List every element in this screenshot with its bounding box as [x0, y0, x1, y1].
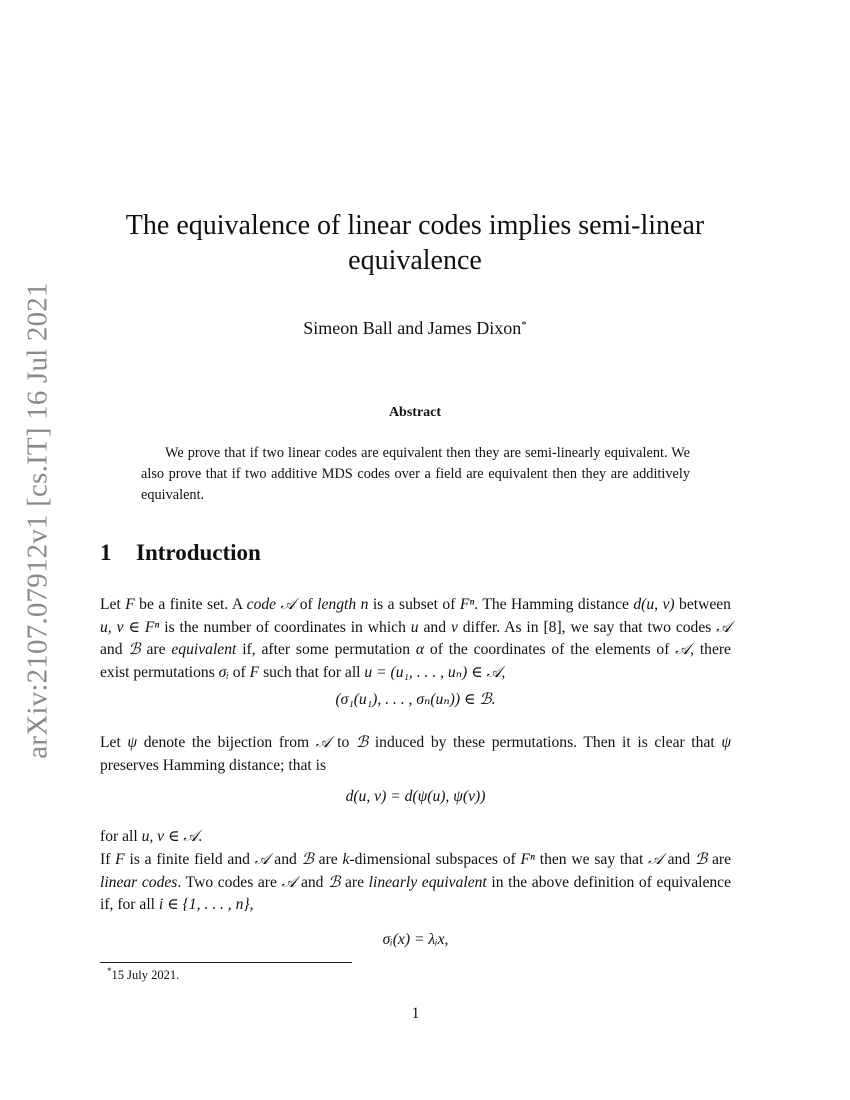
text-run: is the number of coordinates in which: [159, 618, 411, 636]
paragraph-bijection: [100, 732, 731, 777]
math-symbol: 𝒜: [280, 596, 296, 613]
math-expression: d(u, v): [633, 596, 675, 613]
math-expression: u = (u₁, . . . , uₙ) ∈ 𝒜: [364, 663, 502, 681]
math-symbol: u: [410, 618, 419, 636]
text-run: are: [313, 851, 343, 868]
math-symbol: F: [249, 663, 260, 681]
abstract-text: We prove that if two linear codes are equivalent then they are semi-linearly equivalent. We also prove that if two additive MDS codes over a field are equivalent then they are additively equivalent.: [141, 445, 690, 503]
text-run: and: [296, 873, 329, 891]
arxiv-side-stamp: [14, 281, 62, 759]
math-symbol: n: [360, 596, 369, 613]
section-heading: [100, 540, 261, 566]
text-run: if, after some permutation: [236, 641, 416, 658]
text-run: Let: [100, 596, 126, 613]
text-run: preserves Hamming distance; that is: [100, 756, 327, 774]
math-symbol: ψ: [721, 734, 732, 751]
math-symbol: ℬ: [355, 734, 369, 751]
text-run: of: [295, 596, 318, 613]
emphasized-term: equivalent: [171, 641, 237, 658]
paper-title: The equivalence of linear codes implies semi-linear equivalence: [125, 210, 705, 276]
emphasized-term: linearly equivalent: [368, 873, 487, 891]
math-symbol: ℬ: [301, 851, 314, 868]
paper-authors: [100, 313, 730, 340]
section-number: 1: [100, 540, 112, 565]
text-run: and: [269, 851, 302, 868]
math-symbol: ℬ: [128, 641, 141, 658]
math-symbol: ℬ: [328, 873, 341, 891]
section-title: Introduction: [136, 540, 261, 565]
display-equation-scaling: σᵢ(x) = λᵢx,: [382, 931, 449, 948]
math-symbol: v: [450, 618, 458, 636]
math-symbol: 𝒜: [281, 873, 297, 891]
math-symbol: k: [342, 851, 350, 868]
text-run: -dimensional subspaces of: [349, 851, 521, 868]
text-run: , there exist permutations: [100, 641, 731, 681]
text-run: of: [228, 663, 250, 681]
math-symbol: 𝒜: [315, 734, 331, 751]
text-run: .: [198, 828, 203, 845]
math-symbol: Fⁿ: [459, 596, 475, 613]
display-equation-permutation: (σ₁(u₁), . . . , σₙ(uₙ)) ∈ ℬ.: [335, 691, 496, 708]
text-run: then we say that: [534, 851, 649, 868]
emphasized-term: linear codes: [100, 873, 178, 891]
text-run: are: [340, 873, 369, 891]
math-symbol: α: [415, 641, 425, 658]
text-run: and: [662, 851, 695, 868]
text-run: . The Hamming distance: [474, 596, 634, 613]
paragraph-for-all: [100, 826, 731, 849]
footnote-text: 15 July 2021.: [111, 968, 180, 982]
author-names: Simeon Ball and James Dixon: [303, 318, 522, 338]
math-expression: u, v ∈ Fⁿ: [100, 618, 160, 636]
text-run: ,: [501, 663, 506, 681]
text-run: and: [100, 641, 129, 658]
page-number: 1: [411, 1005, 420, 1022]
text-run: are: [140, 641, 172, 658]
display-equation-hamming: d(u, v) = d(ψ(u), ψ(v)): [345, 788, 486, 805]
text-run: be a finite set. A: [134, 596, 247, 613]
text-run: ,: [249, 896, 254, 913]
text-run: is a finite field and: [124, 851, 255, 868]
math-symbol: ψ: [127, 734, 138, 751]
footnote: [107, 966, 179, 983]
paragraph-definition: [100, 594, 731, 684]
math-symbol: Fⁿ: [520, 851, 535, 868]
math-expression: u, v ∈ 𝒜: [141, 828, 199, 845]
text-run: is a subset of: [368, 596, 460, 613]
text-run: If: [100, 851, 116, 868]
emphasized-term: code: [246, 596, 277, 613]
math-symbol: 𝒜: [716, 618, 732, 636]
footnote-divider: [100, 962, 352, 963]
footnote-mark: *: [107, 966, 112, 976]
math-symbol: ℬ: [694, 851, 708, 868]
text-run: denote the bijection from: [137, 734, 316, 751]
author-footnote-mark[interactable]: *: [521, 319, 527, 331]
paragraph-linear-codes: [100, 849, 731, 917]
text-run: such that for all: [259, 663, 365, 681]
math-symbol: 𝒜: [254, 851, 270, 868]
math-symbol: F: [125, 596, 135, 613]
text-run: between: [674, 596, 731, 613]
text-run: in the above definition of equivalence if, for all: [100, 873, 732, 913]
text-run: Let: [100, 734, 128, 751]
math-symbol: 𝒜: [675, 641, 691, 658]
text-run: differ. As in [8], we say that two codes: [457, 618, 717, 636]
math-symbol: F: [115, 851, 125, 868]
math-expression: i ∈ {1, . . . , n}: [158, 896, 250, 913]
text-run: to: [330, 734, 356, 751]
text-run: and: [418, 618, 451, 636]
text-run: induced by these permutations. Then it is clear that: [368, 734, 722, 751]
emphasized-term: length: [317, 596, 357, 613]
text-run: of the coordinates of the elements of: [424, 641, 676, 658]
arxiv-identifier[interactable]: arXiv:2107.07912v1 [cs.IT] 16 Jul 2021: [21, 281, 54, 759]
abstract-heading: Abstract: [388, 405, 442, 420]
text-run: . Two codes are: [177, 873, 282, 891]
text-run: are: [707, 851, 732, 868]
text-run: for all: [100, 828, 142, 845]
math-symbol: 𝒜: [648, 851, 663, 868]
math-symbol: σᵢ: [218, 663, 229, 681]
